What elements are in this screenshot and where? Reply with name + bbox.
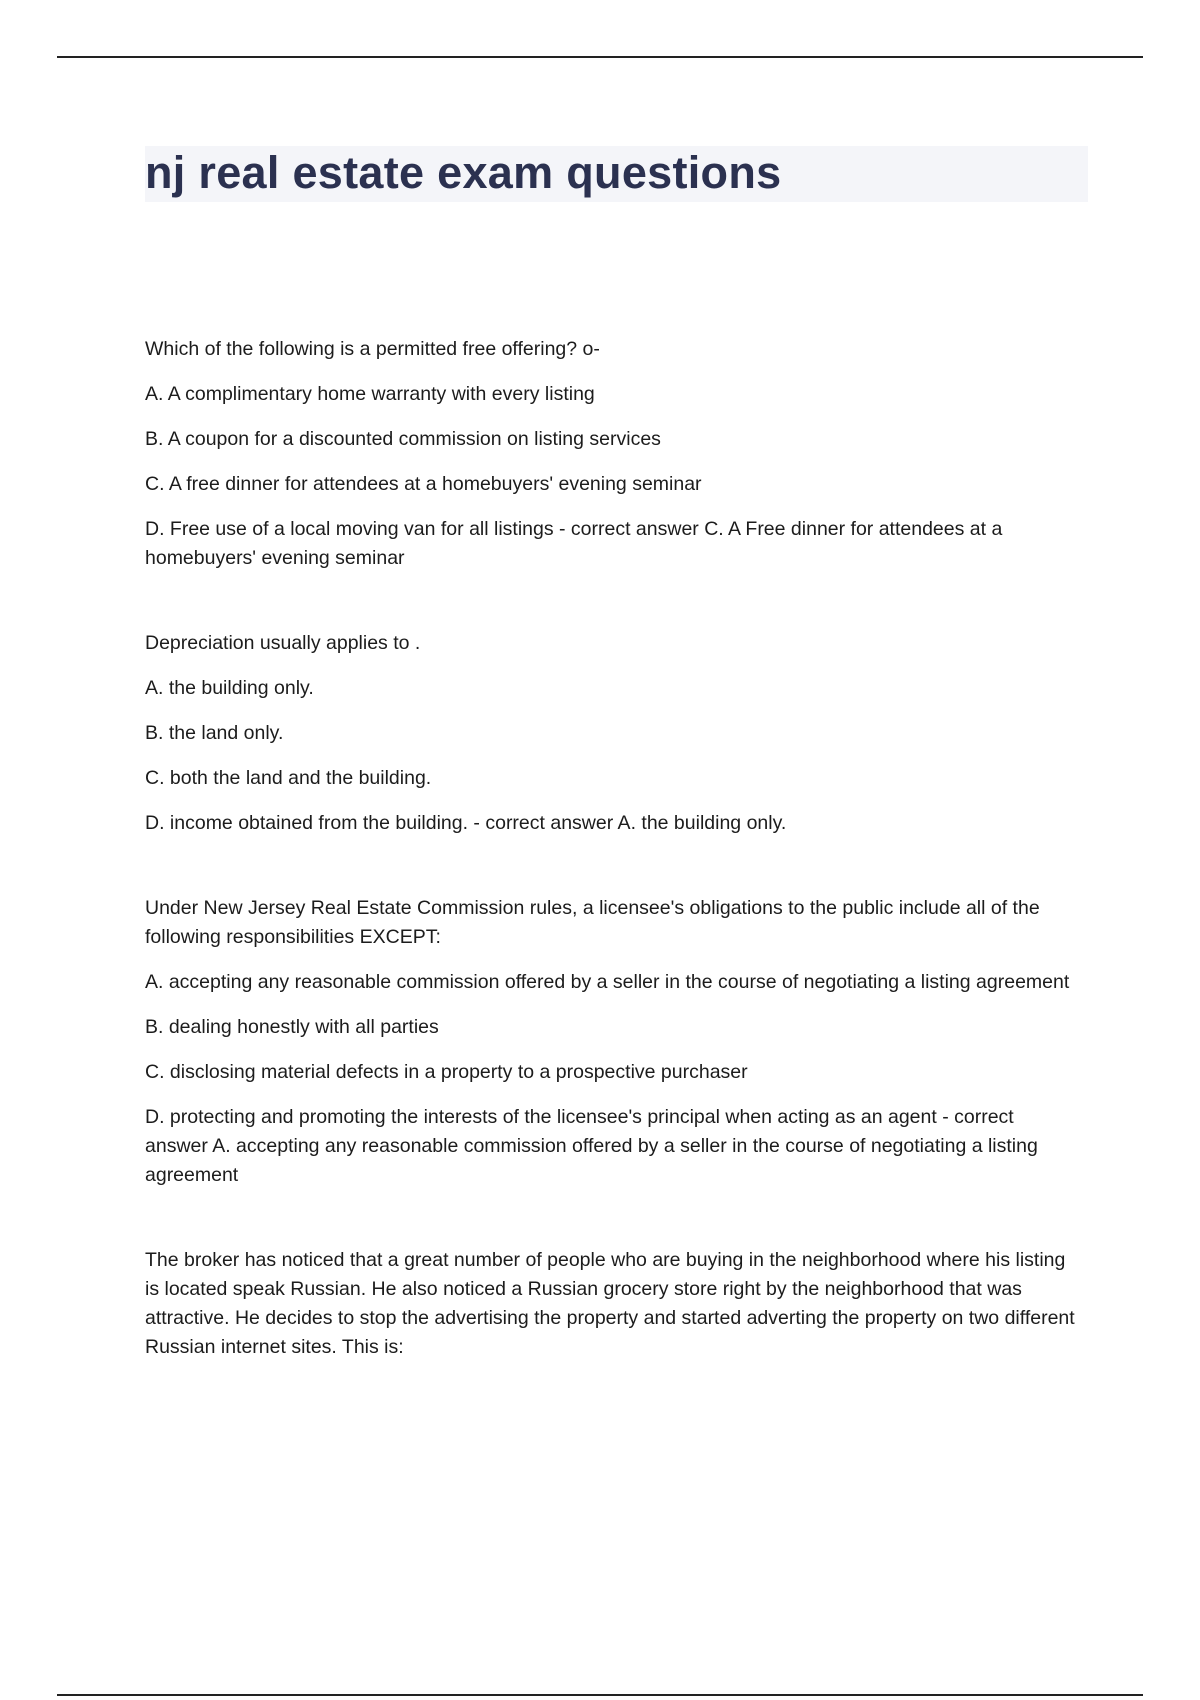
question-block [145, 894, 1075, 1190]
question-text: Which of the following is a permitted free offering? o- [145, 338, 600, 360]
question-block [145, 629, 1075, 838]
document-title: nj real estate exam questions [145, 147, 782, 198]
answer-option: D. protecting and promoting the interests of the licensee's principal when acting as an agent - correct answer A. accepting any reasonable commission offered by a seller in the course of negotiating a listing agreement [145, 1106, 1038, 1186]
question-list [145, 335, 1075, 1418]
answer-option: C. disclosing material defects in a property to a prospective purchaser [145, 1061, 748, 1083]
answer-option: A. A complimentary home warranty with every listing [145, 383, 595, 405]
question-block [145, 1246, 1075, 1362]
answer-option: B. dealing honestly with all parties [145, 1016, 439, 1038]
answer-option: C. A free dinner for attendees at a homebuyers' evening seminar [145, 473, 702, 495]
answer-option: C. both the land and the building. [145, 767, 432, 789]
page-bottom-rule [57, 1694, 1143, 1696]
answer-option: B. A coupon for a discounted commission on listing services [145, 428, 661, 450]
answer-option: D. income obtained from the building. - correct answer A. the building only. [145, 812, 787, 834]
answer-option: B. the land only. [145, 722, 284, 744]
question-text: Under New Jersey Real Estate Commission rules, a licensee's obligations to the public include all of the following responsibilities EXCEPT: [145, 897, 1040, 948]
question-text: The broker has noticed that a great number of people who are buying in the neighborhood where his listing is located speak Russian. He also noticed a Russian grocery store right by the neighborhood that was attractive. He decides to stop the advertising the property and started adverting the property on two different Russian internet sites. This is: [145, 1249, 1075, 1358]
page-top-rule [57, 56, 1143, 58]
question-text: Depreciation usually applies to . [145, 632, 421, 654]
question-block [145, 335, 1075, 573]
answer-option: A. accepting any reasonable commission offered by a seller in the course of negotiating a listing agreement [145, 971, 1070, 993]
answer-option: D. Free use of a local moving van for all listings - correct answer C. A Free dinner for attendees at a homebuyers' evening seminar [145, 518, 1003, 569]
answer-option: A. the building only. [145, 677, 314, 699]
